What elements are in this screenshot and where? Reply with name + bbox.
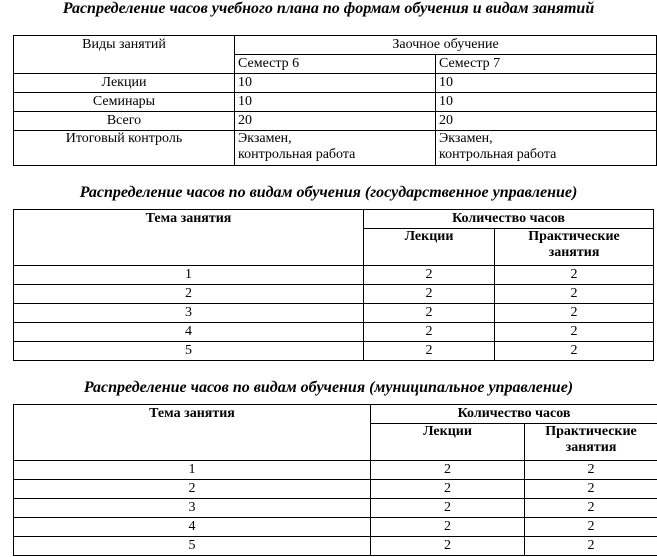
table-row [14,537,657,556]
header-line: занятия [548,245,600,260]
practice-cell: 2 [495,266,654,285]
semester-header: Семестр 7 [436,55,657,74]
lectures-header: Лекции [364,229,495,266]
cell-line: контрольная работа [238,147,356,162]
lectures-cell: 2 [371,499,525,518]
practice-cell: 2 [525,499,657,518]
lectures-cell: 2 [364,323,495,342]
topic-cell: 2 [14,480,371,499]
table-row [14,36,657,55]
table-row [14,518,657,537]
cell-value: 10 [235,93,436,112]
lectures-cell: 2 [364,285,495,304]
table-row [14,342,654,361]
table-row [14,112,657,131]
cell-value: 20 [235,112,436,131]
practice-header [525,424,657,461]
lectures-cell: 2 [364,266,495,285]
header-line: Практические [528,229,620,244]
practice-cell: 2 [495,323,654,342]
table1-title: Распределение часов учебного плана по формам обучения и видам занятий [62,0,595,17]
table3-title: Распределение часов по видам обучения (муниципальное управление) [83,379,574,396]
practice-cell: 2 [495,342,654,361]
table-row [14,131,657,166]
hours-header: Количество часов [371,405,657,424]
semester-header: Семестр 6 [235,55,436,74]
cell-line: Экзамен, [238,131,292,146]
cell-value: 20 [436,112,657,131]
table-row [14,405,657,424]
header-line: Практические [545,424,637,439]
cell-value [436,131,657,166]
topic-header: Тема занятия [14,210,364,266]
header-line: занятия [565,440,617,455]
study-plan-table [13,35,657,166]
lectures-cell: 2 [371,518,525,537]
lectures-cell: 2 [364,304,495,323]
practice-header [495,229,654,266]
table-row [14,266,654,285]
practice-cell: 2 [525,480,657,499]
cell-value: 10 [235,74,436,93]
table-row [14,93,657,112]
lectures-header: Лекции [371,424,525,461]
table-row [14,210,654,229]
practice-cell: 2 [525,537,657,556]
topic-cell: 4 [14,323,364,342]
topic-cell: 3 [14,499,371,518]
topic-cell: 2 [14,285,364,304]
practice-cell: 2 [495,304,654,323]
topic-cell: 4 [14,518,371,537]
hours-header: Количество часов [364,210,654,229]
topic-cell: 5 [14,537,371,556]
table-row [14,74,657,93]
row-label: Всего [14,112,235,131]
table-row [14,323,654,342]
group-header-correspondence: Заочное обучение [235,36,657,55]
cell-value: 10 [436,93,657,112]
cell-value: 10 [436,74,657,93]
table2-title: Распределение часов по видам обучения (государственное управление) [79,184,578,201]
cell-line: Экзамен, [439,131,493,146]
practice-cell: 2 [525,518,657,537]
cell-line: контрольная работа [439,147,557,162]
lectures-cell: 2 [371,461,525,480]
lectures-cell: 2 [371,537,525,556]
table-row [14,304,654,323]
topic-cell: 1 [14,461,371,480]
topic-cell: 3 [14,304,364,323]
practice-cell: 2 [495,285,654,304]
cell-value [235,131,436,166]
topic-header: Тема занятия [14,405,371,461]
row-label: Лекции [14,74,235,93]
topic-cell: 1 [14,266,364,285]
table-row [14,461,657,480]
table-row [14,499,657,518]
lectures-cell: 2 [371,480,525,499]
practice-cell: 2 [525,461,657,480]
col-header-activity-types: Виды занятий [14,36,235,74]
state-management-table [13,209,654,361]
topic-cell: 5 [14,342,364,361]
row-label: Итоговый контроль [14,131,235,166]
row-label: Семинары [14,93,235,112]
table-row [14,285,654,304]
table-row [14,480,657,499]
lectures-cell: 2 [364,342,495,361]
municipal-management-table [13,404,657,556]
